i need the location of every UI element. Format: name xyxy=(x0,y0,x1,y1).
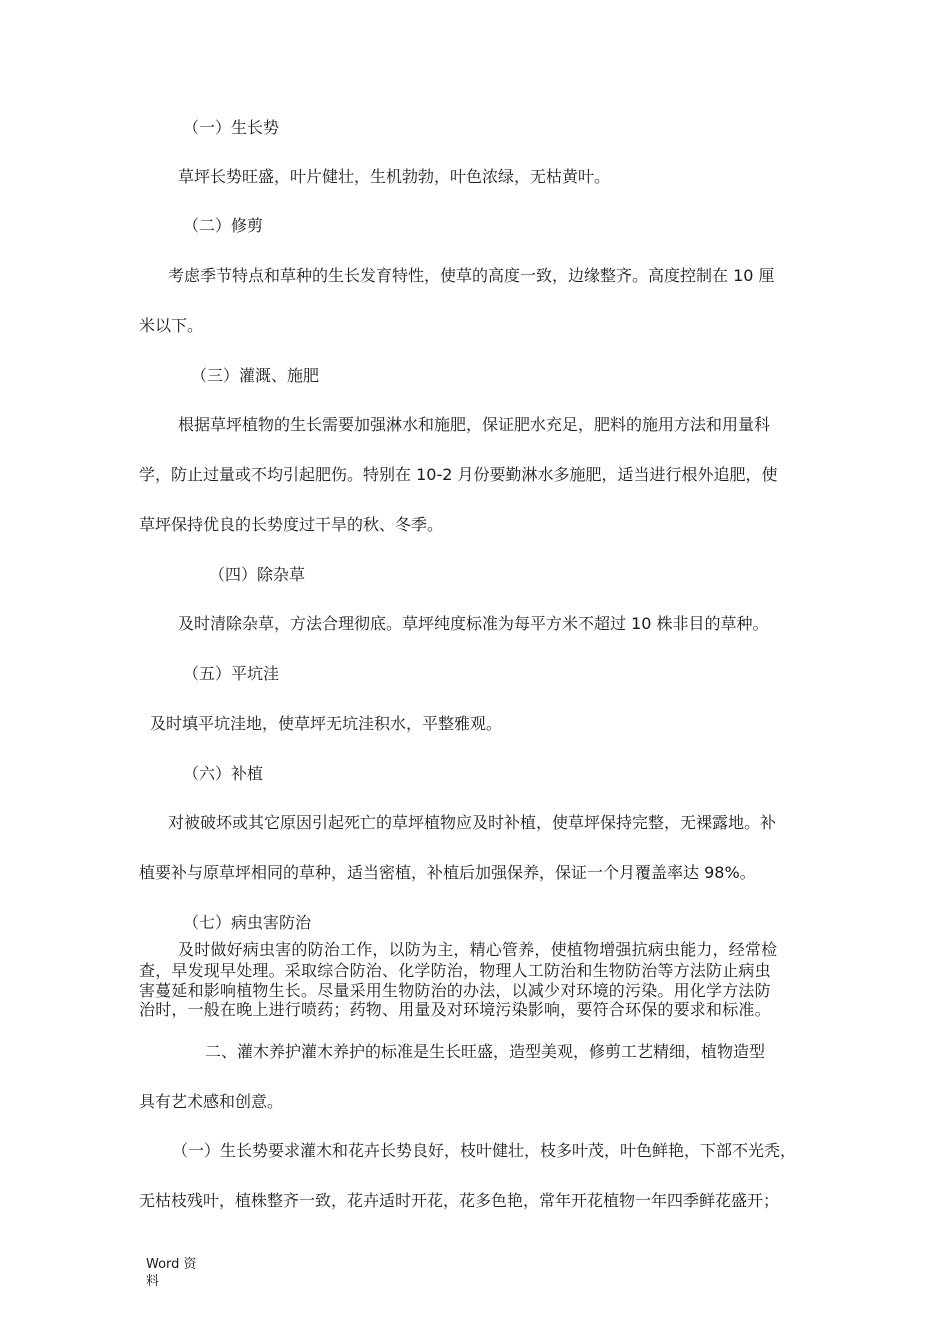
paragraph-replanting-line-2: 植要补与原草坪相同的草种，适当密植，补植后加强保养，保证一个月覆盖率达 98%。 xyxy=(139,863,756,882)
section-heading-trimming: （二）修剪 xyxy=(183,216,264,235)
section-heading-leveling: （五）平坑洼 xyxy=(183,664,280,683)
section-heading-pest-control: （七）病虫害防治 xyxy=(183,913,312,932)
part-two-line-2: 具有艺术感和创意。 xyxy=(139,1092,284,1111)
part-two-heading: 二、灌木养护灌木养护的标准是生长旺盛，造型美观，修剪工艺精细，植物造型 xyxy=(205,1042,766,1061)
paragraph-irrigation-line-1: 根据草坪植物的生长需要加强淋水和施肥，保证肥水充足，肥料的施用方法和用量科 xyxy=(178,415,771,434)
paragraph-irrigation-line-2: 学，防止过量或不均引起肥伤。特别在 10-2 月份要勤淋水多施肥，适当进行根外追肥，使 xyxy=(139,465,778,484)
footer-label: Word 资料 xyxy=(146,1257,197,1289)
paragraph-pest-control-line-1: 及时做好病虫害的防治工作，以防为主，精心管养，使植物增强抗病虫能力，经常检 xyxy=(178,940,778,959)
paragraph-weeding: 及时清除杂草，方法合理彻底。草坪纯度标准为每平方米不超过 10 株非目的草种。 xyxy=(178,614,769,633)
section-heading-irrigation: （三）灌溉、施肥 xyxy=(191,366,320,385)
paragraph-leveling: 及时填平坑洼地，使草坪无坑洼积水，平整雅观。 xyxy=(150,714,503,733)
shrub-growth-line-1: （一）生长势要求灌木和花卉长势良好，枝叶健壮，枝多叶茂，叶色鲜艳，下部不光秃， xyxy=(172,1141,797,1160)
paragraph-pest-control-line-3: 害蔓延和影响植物生长。尽量采用生物防治的办法，以减少对环境的污染。用化学方法防 xyxy=(139,981,771,1000)
paragraph-growth: 草坪长势旺盛，叶片健壮，生机勃勃，叶色浓绿，无枯黄叶。 xyxy=(178,167,611,186)
section-heading-growth: （一）生长势 xyxy=(183,118,280,137)
paragraph-trimming-line-1: 考虑季节特点和草种的生长发育特性，使草的高度一致，边缘整齐。高度控制在 10 厘 xyxy=(168,266,775,285)
paragraph-replanting-line-1: 对被破坏或其它原因引起死亡的草坪植物应及时补植，使草坪保持完整，无裸露地。补 xyxy=(168,813,777,832)
paragraph-trimming-line-2: 米以下。 xyxy=(139,316,204,335)
shrub-growth-line-2: 无枯枝残叶，植株整齐一致，花卉适时开花，花多色艳，常年开花植物一年四季鲜花盛开； xyxy=(139,1191,780,1210)
section-heading-weeding: （四）除杂草 xyxy=(209,565,306,584)
paragraph-irrigation-line-3: 草坪保持优良的长势度过干旱的秋、冬季。 xyxy=(139,515,444,534)
section-heading-replanting: （六）补植 xyxy=(183,764,264,783)
paragraph-pest-control-line-2: 查，早发现早处理。采取综合防治、化学防治，物理人工防治和生物防治等方法防止病虫 xyxy=(139,961,771,980)
paragraph-pest-control-line-4: 治时，一般在晚上进行喷药；药物、用量及对环境污染影响，要符合环保的要求和标准。 xyxy=(139,1000,771,1019)
